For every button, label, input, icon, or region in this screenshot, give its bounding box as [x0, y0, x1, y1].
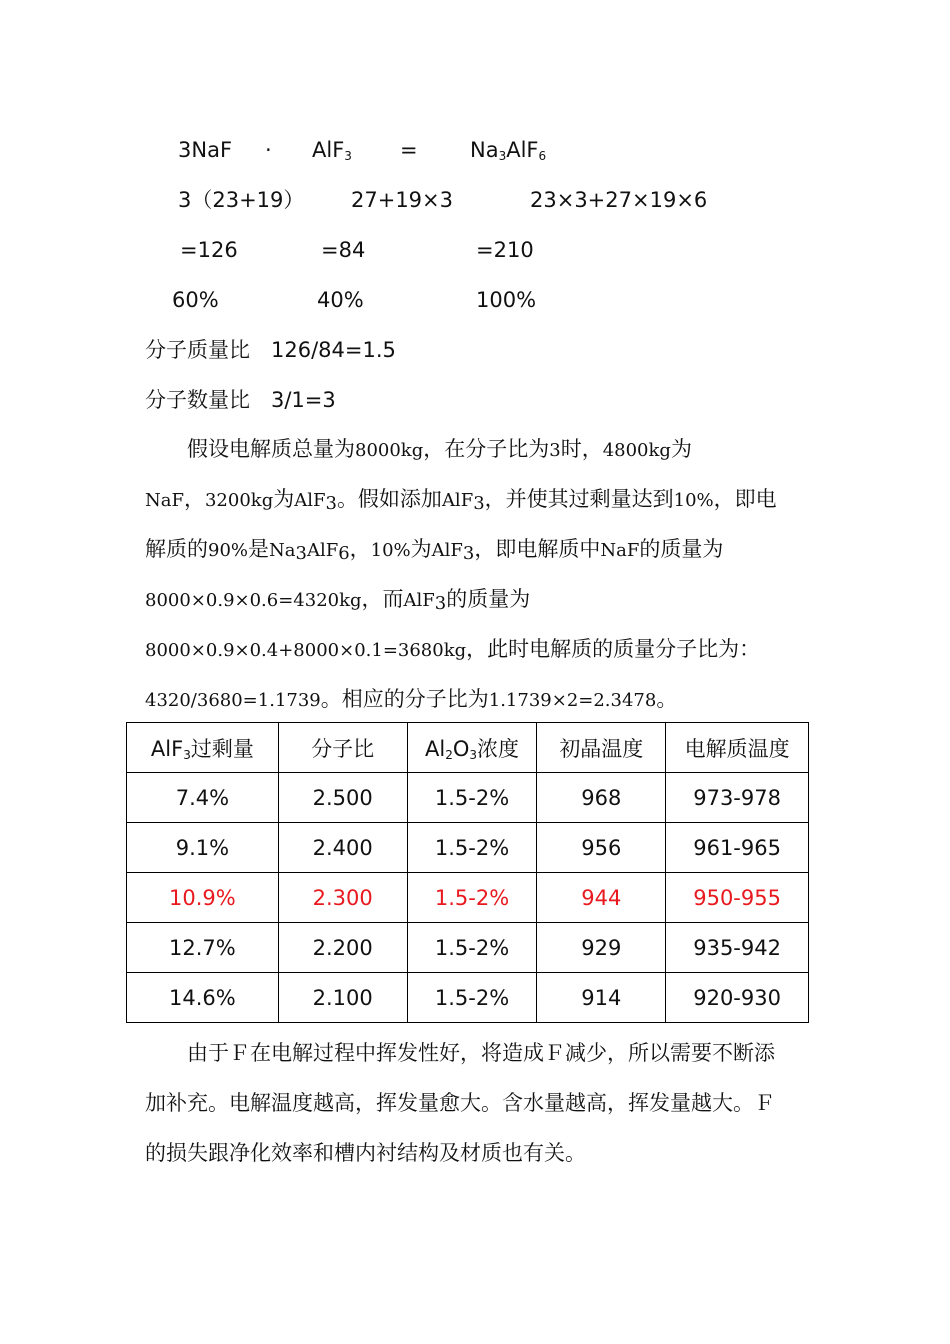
table-row [127, 923, 809, 973]
table-row [127, 773, 809, 823]
cell-al2o3-concentration: 1.5-2% [407, 873, 537, 923]
header-molecular-ratio: 分子比 [278, 723, 407, 773]
table-row [127, 823, 809, 873]
paragraph-fluoride-loss [145, 1028, 810, 1178]
cell-liquidus-temperature: 914 [537, 973, 666, 1023]
cell-electrolyte-temperature: 935-942 [666, 923, 809, 973]
paragraph1-line5: 8000×0.9×0.4+8000×0.1=3680kg，此时电解质的质量分子比为： [145, 637, 761, 661]
cell-al2o3-concentration: 1.5-2% [407, 973, 537, 1023]
mass-ratio-line: 分子质量比 126/84=1.5 [145, 338, 396, 362]
mass-calc-naf: 3（23+19） [178, 188, 305, 212]
cell-alf3-excess: 10.9% [127, 873, 279, 923]
equation-dot: · [265, 138, 272, 162]
cell-al2o3-concentration: 1.5-2% [407, 823, 537, 873]
cell-molecular-ratio: 2.200 [278, 923, 407, 973]
header-alf3-excess: AlF$_3$过剩量 [127, 723, 279, 773]
cell-liquidus-temperature: 968 [537, 773, 666, 823]
percent-cryolite: 100% [476, 288, 537, 312]
cell-molecular-ratio: 2.100 [278, 973, 407, 1023]
table-row-highlighted [127, 873, 809, 923]
equation-lhs-naf: 3NaF [178, 138, 233, 162]
paragraph1-line3: 解质的90%是$Na_3AlF_6$，10%为AlF$_3$，即电解质中NaF的质量为 [145, 537, 724, 564]
percent-alf3: 40% [317, 288, 364, 312]
header-al2o3-concentration: $Al_2O_3$浓度 [407, 723, 537, 773]
paragraph1-line1: 假设电解质总量为8000kg，在分子比为3时，4800kg为 [187, 437, 692, 461]
cell-molecular-ratio: 2.500 [278, 773, 407, 823]
mass-result-alf3: =84 [321, 238, 366, 262]
cell-alf3-excess: 12.7% [127, 923, 279, 973]
mass-result-naf: =126 [180, 238, 238, 262]
alf3-excess-table [126, 722, 809, 1023]
cell-molecular-ratio: 2.300 [278, 873, 407, 923]
cell-electrolyte-temperature: 973-978 [666, 773, 809, 823]
mass-calc-cryolite: 23×3+27×19×6 [530, 188, 708, 212]
cell-electrolyte-temperature: 920-930 [666, 973, 809, 1023]
header-liquidus-temperature: 初晶温度 [537, 723, 666, 773]
equation-lhs-alf3: AlF$_3$ [312, 138, 352, 163]
paragraph1-line6: 4320/3680=1.1739。相应的分子比为1.1739×2=2.3478。 [145, 687, 678, 711]
table-header-row [127, 723, 809, 773]
cell-liquidus-temperature: 944 [537, 873, 666, 923]
paragraph-electrolyte-calc [145, 424, 810, 724]
cell-al2o3-concentration: 1.5-2% [407, 773, 537, 823]
cell-electrolyte-temperature: 961-965 [666, 823, 809, 873]
count-ratio-line: 分子数量比 3/1=3 [145, 388, 336, 412]
equation-rhs-na3alf6: $Na_3AlF_6$ [470, 138, 547, 163]
equation-equals: = [400, 138, 418, 162]
header-electrolyte-temperature: 电解质温度 [666, 723, 809, 773]
mass-calc-alf3: 27+19×3 [351, 188, 453, 212]
percent-naf: 60% [172, 288, 219, 312]
paragraph2-line3: 的损失跟净化效率和槽内衬结构及材质也有关。 [145, 1141, 586, 1165]
paragraph2-line2: 加补充。电解温度越高，挥发量愈大。含水量越高，挥发量越大。Ｆ [145, 1091, 775, 1115]
paragraph1-line2: NaF，3200kg为AlF$_3$。假如添加AlF$_3$，并使其过剩量达到10%，即电 [145, 487, 777, 514]
paragraph2-line1: 由于Ｆ在电解过程中挥发性好，将造成Ｆ减少，所以需要不断添 [187, 1041, 775, 1065]
mass-result-cryolite: =210 [476, 238, 534, 262]
cell-liquidus-temperature: 929 [537, 923, 666, 973]
cell-alf3-excess: 7.4% [127, 773, 279, 823]
cell-electrolyte-temperature: 950-955 [666, 873, 809, 923]
paragraph1-line4: 8000×0.9×0.6=4320kg，而AlF$_3$的质量为 [145, 587, 531, 614]
table-row [127, 973, 809, 1023]
cell-liquidus-temperature: 956 [537, 823, 666, 873]
cell-molecular-ratio: 2.400 [278, 823, 407, 873]
cell-alf3-excess: 9.1% [127, 823, 279, 873]
cell-al2o3-concentration: 1.5-2% [407, 923, 537, 973]
cell-alf3-excess: 14.6% [127, 973, 279, 1023]
